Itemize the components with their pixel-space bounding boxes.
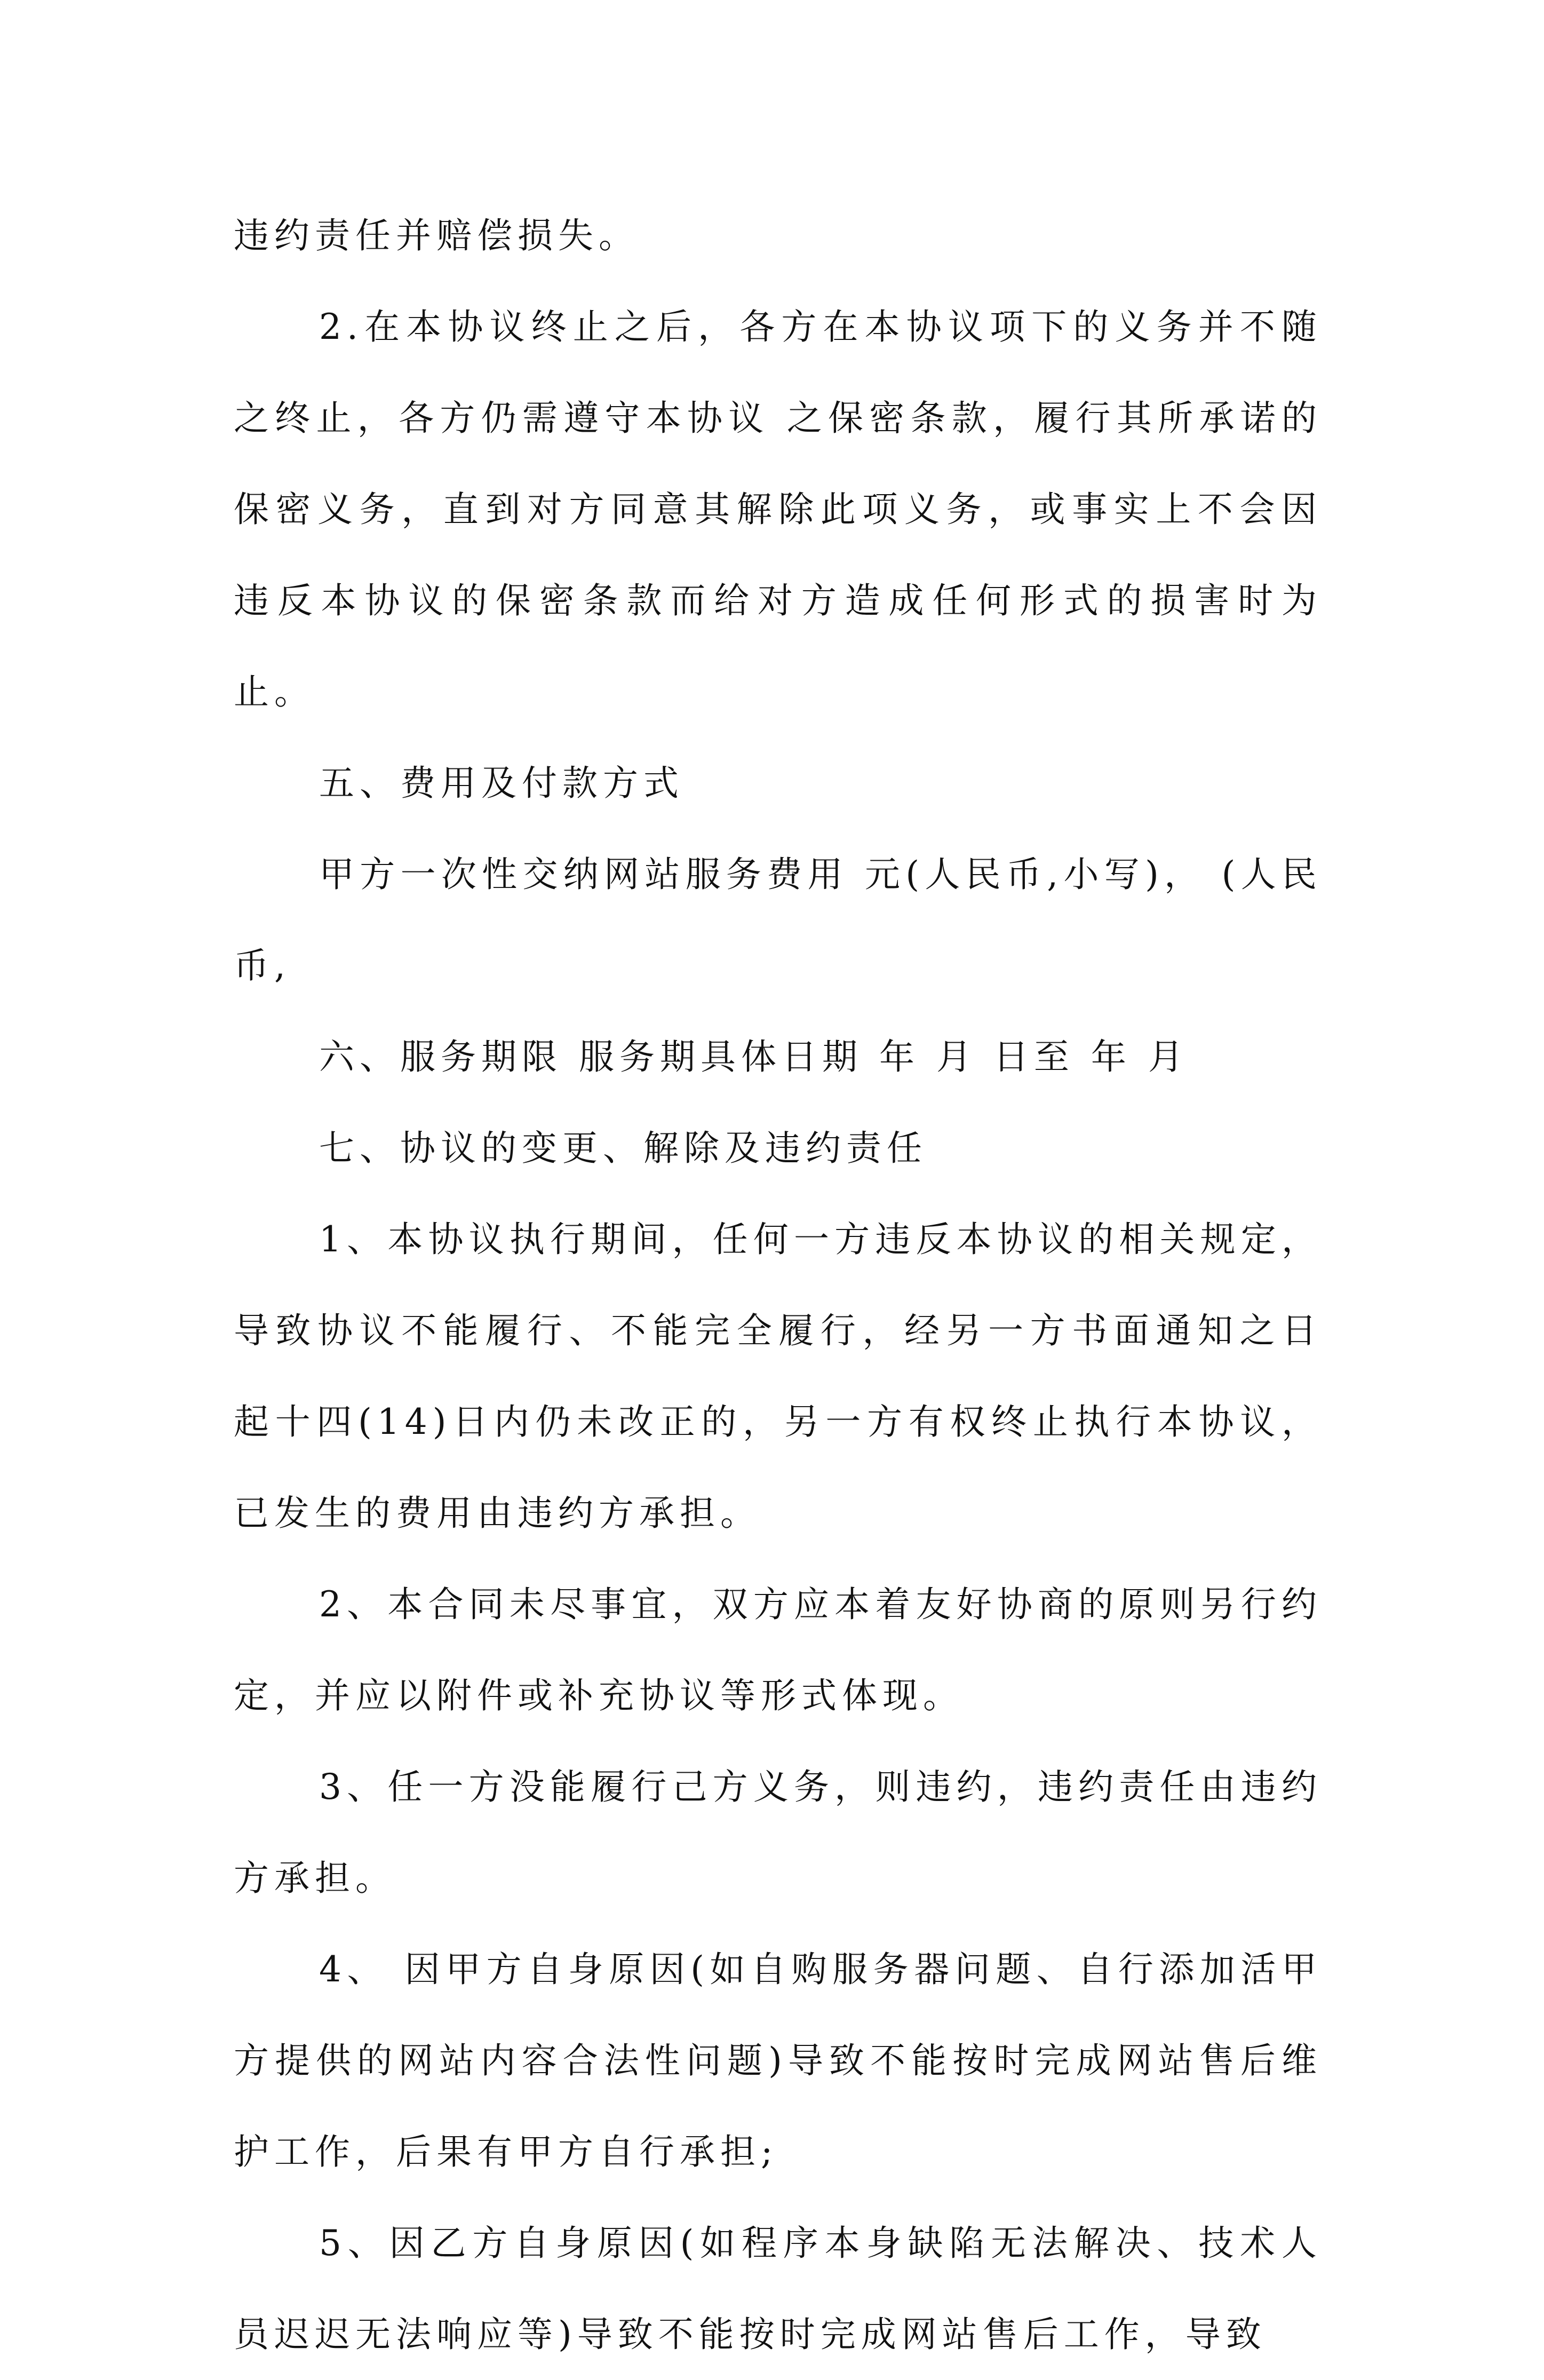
section-heading-change-termination-liability: 七、协议的变更、解除及违约责任 [319, 1128, 927, 1169]
clause-5-party-b-causes: 5、因乙方自身原因(如程序本身缺陷无法解决、技术人员迟迟无法响应等)导致不能按时完成网站售后工作，导致 [234, 2223, 1322, 2355]
paragraph-breach-liability-end: 违约责任并赔偿损失。 [234, 215, 639, 256]
clause-4-party-a-causes: 4、 因甲方自身原因(如自购服务器问题、自行添加活甲方提供的网站内容合法性问题)导致不能按时完成网站售后维护工作，后果有甲方自行承担; [234, 1949, 1322, 2172]
clause-1-termination-right: 1、本协议执行期间，任何一方违反本协议的相关规定，导致协议不能履行、不能完全履行，经另一方书面通知之日起十四(14)日内仍未改正的，另一方有权终止执行本协议，已发生的费用由违约方承担。 [234, 1219, 1322, 1534]
clause-2-unsettled-matters: 2、本合同未尽事宜，双方应本着友好协商的原则另行约定，并应以附件或补充协议等形式体现。 [234, 1584, 1322, 1716]
paragraph-service-fee: 甲方一次性交纳网站服务费用 元(人民币,小写)， (人民币, [234, 854, 1322, 986]
section-heading-fees-payment: 五、费用及付款方式 [319, 763, 684, 804]
document-body [234, 190, 1322, 2380]
clause-3-breach-liability: 3、任一方没能履行己方义务，则违约，违约责任由违约方承担。 [234, 1766, 1322, 1899]
paragraph-confidentiality-after-termination: 2.在本协议终止之后，各方在本协议项下的义务并不随之终止，各方仍需遵守本协议 之保密条款，履行其所承诺的保密义务，直到对方同意其解除此项义务，或事实上不会因违反本协议的保密条款而给对方造成任何形式的损害时为止。 [234, 306, 1322, 712]
section-heading-service-term: 六、服务期限 服务期具体日期 年 月 日至 年 月 [319, 1036, 1189, 1077]
